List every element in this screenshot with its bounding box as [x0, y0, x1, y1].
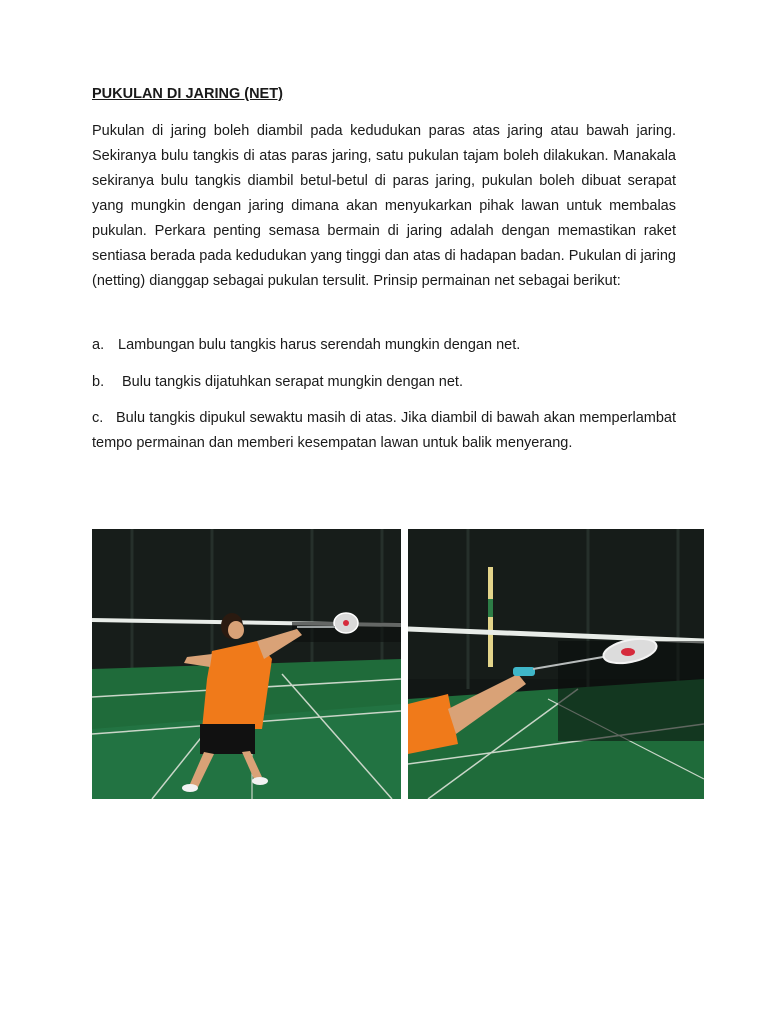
- principle-marker: a.: [92, 337, 105, 353]
- racket-closeup-illustration: [408, 529, 704, 799]
- principle-marker: c.: [92, 410, 104, 426]
- photo-player-at-net: [92, 529, 401, 799]
- badminton-player-illustration: [92, 529, 401, 799]
- principle-item-a: [92, 333, 676, 358]
- section-heading: PUKULAN DI JARING (NET): [92, 86, 283, 102]
- principle-text: Lambungan bulu tangkis harus serendah mungkin dengan net.: [118, 337, 521, 353]
- principle-item-c: [92, 406, 676, 456]
- principle-text: Bulu tangkis dijatuhkan serapat mungkin dengan net.: [122, 374, 463, 390]
- intro-paragraph: Pukulan di jaring boleh diambil pada kedudukan paras atas jaring atau bawah jaring. Sekiranya bulu tangkis di atas paras jaring, satu pukulan tajam boleh dilakukan. Manakala sekiranya bulu tangkis diambil betul-betul di paras jaring, pukulan boleh dibuat serapat yang mungkin dengan jaring dimana akan menyukarkan pihak lawan untuk membalas pukulan. Perkara penting semasa bermain di jaring adalah dengan memastikan raket sentiasa berada pada kedudukan yang tinggi dan atas di hadapan badan. Pukulan di jaring (netting) dianggap sebagai pukulan tersulit. Prinsip permainan net sebagai berikut:: [92, 123, 676, 289]
- principle-text: Bulu tangkis dipukul sewaktu masih di atas. Jika diambil di bawah akan memperlambat tempo permainan dan memberi kesempatan lawan untuk balik menyerang.: [92, 410, 676, 451]
- principle-item-b: [92, 370, 676, 395]
- photo-racket-closeup: [408, 529, 704, 799]
- principle-marker: b.: [92, 374, 105, 390]
